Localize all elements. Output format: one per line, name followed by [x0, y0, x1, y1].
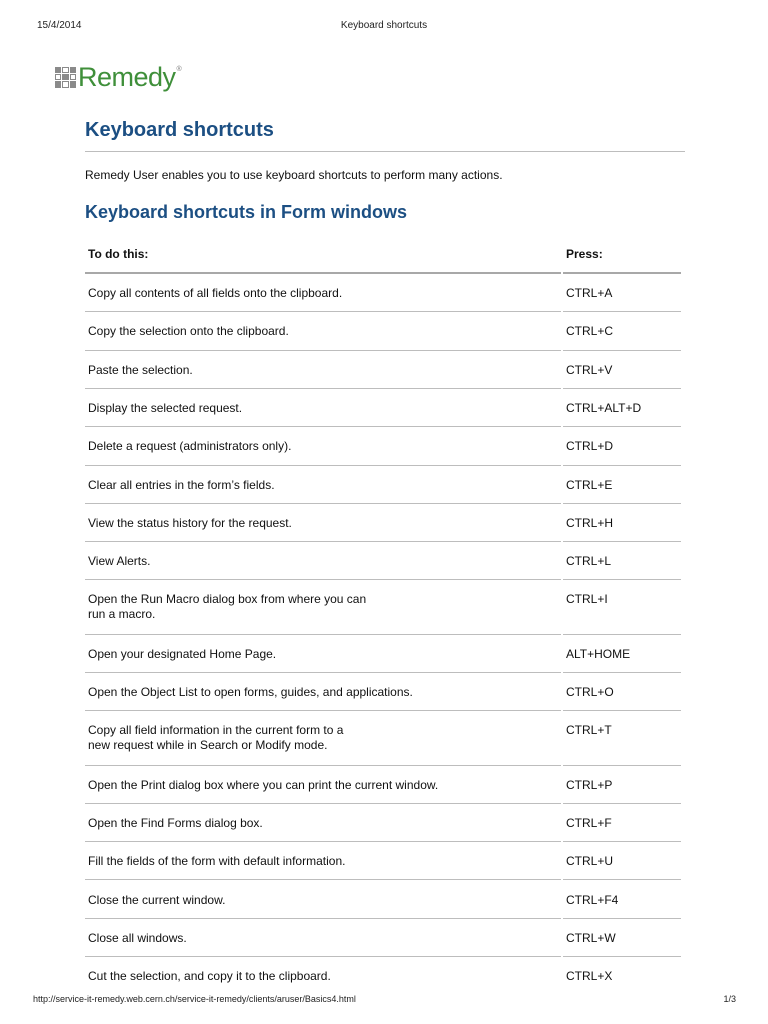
shortcut-action: Open the Run Macro dialog box from where you can run a macro. — [88, 592, 367, 622]
shortcut-key: CTRL+P — [566, 777, 613, 792]
page-number: 1/3 — [723, 994, 736, 1004]
row-divider — [563, 841, 681, 842]
shortcut-action: Open the Print dialog box where you can print the current window. — [88, 777, 439, 792]
shortcut-action: Paste the selection. — [88, 362, 193, 377]
shortcut-key: CTRL+V — [566, 362, 613, 377]
print-header — [0, 20, 768, 34]
intro-text: Remedy User enables you to use keyboard shortcuts to perform many actions. — [85, 168, 503, 182]
shortcut-action: Copy all contents of all fields onto the clipboard. — [88, 286, 343, 300]
shortcut-key: CTRL+U — [566, 854, 614, 869]
shortcut-action: Close the current window. — [88, 892, 226, 907]
row-divider — [563, 879, 681, 880]
shortcut-action: Close all windows. — [88, 930, 187, 945]
row-divider — [85, 541, 561, 542]
remedy-grid-logo-icon — [55, 67, 76, 88]
shortcut-action: Clear all entries in the form’s fields. — [88, 477, 275, 492]
shortcut-key: CTRL+E — [566, 477, 613, 492]
row-divider — [85, 426, 561, 427]
shortcut-key: CTRL+C — [566, 324, 614, 339]
row-divider — [563, 465, 681, 466]
row-divider — [85, 765, 561, 766]
row-divider — [563, 803, 681, 804]
row-divider — [85, 388, 561, 389]
row-divider — [85, 672, 561, 673]
row-divider — [563, 311, 681, 312]
row-divider — [563, 672, 681, 673]
shortcut-key: CTRL+H — [566, 515, 614, 530]
shortcut-key: CTRL+T — [566, 723, 612, 738]
row-divider — [85, 350, 561, 351]
logo-wordmark: Remedy® — [78, 61, 182, 92]
row-divider — [85, 879, 561, 880]
shortcut-action: View the status history for the request. — [88, 515, 292, 530]
row-divider — [563, 350, 681, 351]
shortcut-action: Open the Object List to open forms, guides, and applications. — [88, 685, 413, 699]
shortcut-action: Delete a request (administrators only). — [88, 439, 292, 454]
title-divider — [85, 151, 685, 152]
shortcut-key: ALT+HOME — [566, 646, 631, 661]
shortcut-action: Open your designated Home Page. — [88, 646, 277, 661]
shortcut-key: CTRL+L — [566, 554, 612, 569]
shortcut-action: Cut the selection, and copy it to the clipboard. — [88, 969, 331, 984]
row-divider — [85, 841, 561, 842]
shortcut-key: CTRL+ALT+D — [566, 400, 642, 415]
shortcut-action: Display the selected request. — [88, 400, 243, 415]
header-divider — [563, 272, 681, 274]
shortcut-key: CTRL+O — [566, 685, 614, 699]
shortcut-action: View Alerts. — [88, 554, 151, 569]
shortcut-action: Open the Find Forms dialog box. — [88, 815, 263, 830]
row-divider — [85, 311, 561, 312]
row-divider — [563, 765, 681, 766]
shortcut-action: Copy the selection onto the clipboard. — [88, 324, 289, 339]
row-divider — [563, 918, 681, 919]
header-divider — [85, 272, 561, 274]
remedy-logo — [55, 62, 181, 92]
shortcut-key: CTRL+F4 — [566, 892, 619, 907]
row-divider — [563, 503, 681, 504]
row-divider — [85, 634, 561, 635]
shortcut-action: Fill the fields of the form with default information. — [88, 854, 346, 869]
row-divider — [563, 579, 681, 580]
print-url: http://service-it-remedy.web.cern.ch/service-it-remedy/clients/aruser/Basics4.html — [33, 994, 356, 1004]
shortcut-key: CTRL+X — [566, 969, 613, 984]
shortcut-key: CTRL+A — [566, 286, 613, 300]
shortcut-key: CTRL+I — [566, 592, 608, 607]
row-divider — [563, 710, 681, 711]
row-divider — [563, 426, 681, 427]
row-divider — [85, 956, 561, 957]
shortcut-key: CTRL+D — [566, 439, 614, 454]
row-divider — [563, 956, 681, 957]
shortcut-key: CTRL+W — [566, 930, 616, 945]
row-divider — [563, 541, 681, 542]
row-divider — [85, 503, 561, 504]
print-date: 15/4/2014 — [37, 20, 82, 31]
column-header-action: To do this: — [88, 247, 149, 261]
row-divider — [85, 918, 561, 919]
shortcut-action: Copy all field information in the current form to a new request while in Search or Modify mode. — [88, 723, 344, 753]
section-title: Keyboard shortcuts in Form windows — [85, 202, 408, 222]
row-divider — [563, 634, 681, 635]
print-footer — [0, 994, 768, 1008]
column-header-key: Press: — [566, 247, 603, 261]
print-title: Keyboard shortcuts — [340, 20, 428, 31]
row-divider — [85, 465, 561, 466]
shortcut-key: CTRL+F — [566, 815, 612, 830]
row-divider — [85, 710, 561, 711]
row-divider — [85, 579, 561, 580]
row-divider — [85, 803, 561, 804]
row-divider — [563, 388, 681, 389]
page-title: Keyboard shortcuts — [85, 119, 274, 141]
